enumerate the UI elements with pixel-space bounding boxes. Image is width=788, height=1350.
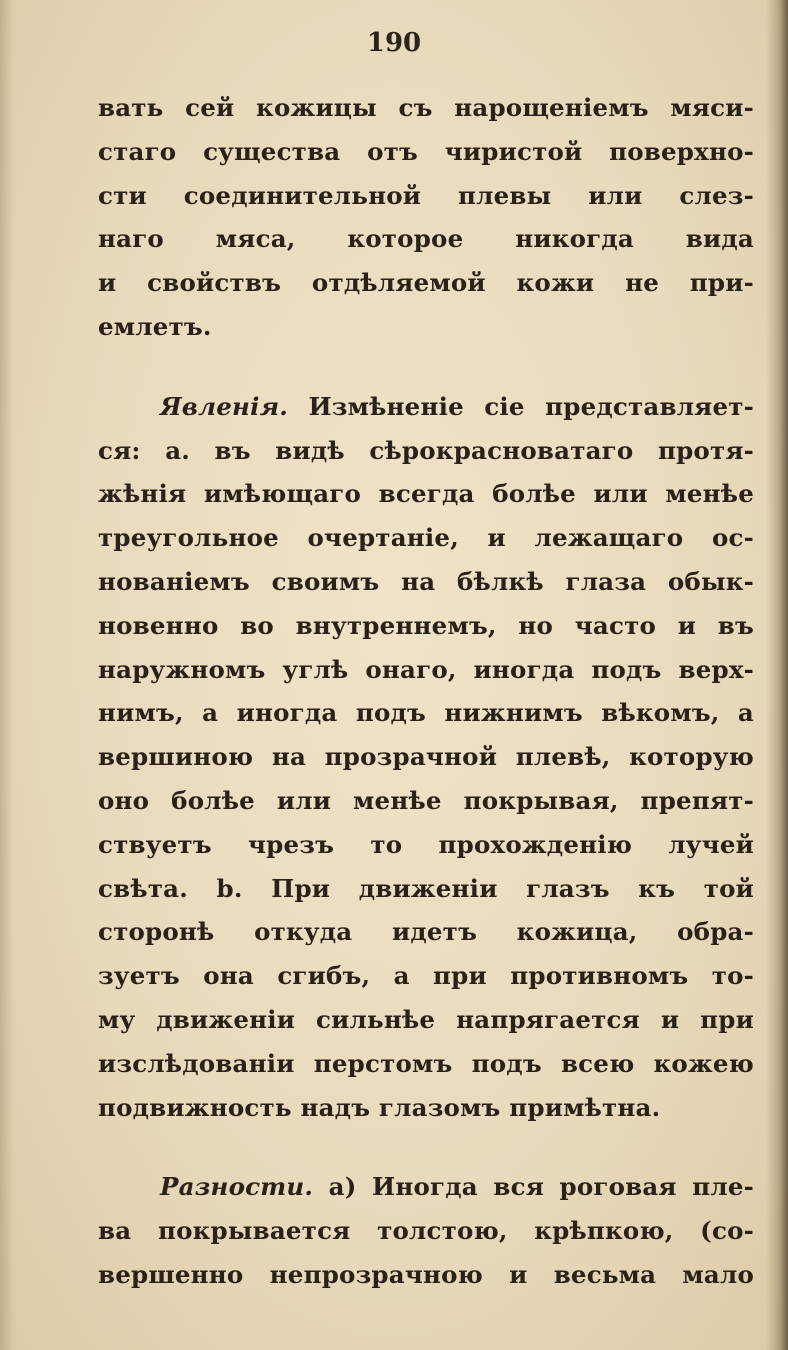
page-left-shadow xyxy=(0,0,14,1350)
page-binding-shadow xyxy=(766,0,788,1350)
text-line: наго мяса, которое никогда вида xyxy=(98,224,754,254)
text-line: зуетъ она сгибъ, а при противномъ то- xyxy=(98,961,754,991)
text-line: свѣта. b. При движеніи глазъ къ той xyxy=(98,873,754,903)
text-line: оно болѣе или менѣе покрывая, препят- xyxy=(98,785,754,815)
section-lead-varieties: Разности. xyxy=(160,1172,314,1202)
text-line: стаго существа отъ чиристой поверхно- xyxy=(98,136,754,166)
text-line: му движеніи сильнѣе напрягается и при xyxy=(98,1004,754,1034)
text-line: подвижность надъ глазомъ примѣтна. xyxy=(98,1092,661,1122)
text-line xyxy=(98,385,754,429)
paragraph-2 xyxy=(98,385,754,1130)
paragraph-1 xyxy=(98,86,754,349)
text-line-rest: Измѣненіе сіе представляет- xyxy=(308,391,755,421)
text-line: ся: a. въ видѣ сѣрокрасноватаго протя- xyxy=(98,435,754,465)
text-line: вать сей кожицы съ нарощеніемъ мяси- xyxy=(98,93,754,122)
text-line-rest: a) Иногда вся роговая пле- xyxy=(328,1172,754,1202)
text-line: треугольное очертаніе, и лежащаго ос- xyxy=(98,523,754,553)
text-line: и свойствъ отдѣляемой кожи не при- xyxy=(98,268,754,298)
text-line: жѣнія имѣющаго всегда болѣе или менѣе xyxy=(98,479,754,509)
page-number: 190 xyxy=(366,28,422,58)
text-line: наружномъ углѣ онаго, иногда подъ верх- xyxy=(98,654,754,684)
text-line: сторонѣ откуда идетъ кожица, обра- xyxy=(98,917,754,947)
body-text xyxy=(98,86,754,1297)
paragraph-3 xyxy=(98,1165,754,1296)
text-line: емлетъ. xyxy=(98,311,212,341)
text-line: нованіемъ своимъ на бѣлкѣ глаза обык- xyxy=(98,566,754,596)
section-lead-phenomena: Явленія. xyxy=(160,391,289,421)
text-line: изслѣдованіи перстомъ подъ всею кожею xyxy=(98,1048,754,1078)
text-line xyxy=(98,1165,754,1209)
text-line: новенно во внутреннемъ, но часто и въ xyxy=(98,610,754,640)
text-line: ствуетъ чрезъ то прохожденію лучей xyxy=(98,829,754,859)
text-line: вершиною на прозрачной плевѣ, которую xyxy=(98,742,754,772)
text-line: нимъ, а иногда подъ нижнимъ вѣкомъ, а xyxy=(98,698,754,728)
text-line: вершенно непрозрачною и весьма мало xyxy=(98,1259,754,1289)
text-line: ва покрывается толстою, крѣпкою, (со- xyxy=(98,1216,754,1246)
text-line: сти соединительной плевы или слез- xyxy=(98,180,754,210)
